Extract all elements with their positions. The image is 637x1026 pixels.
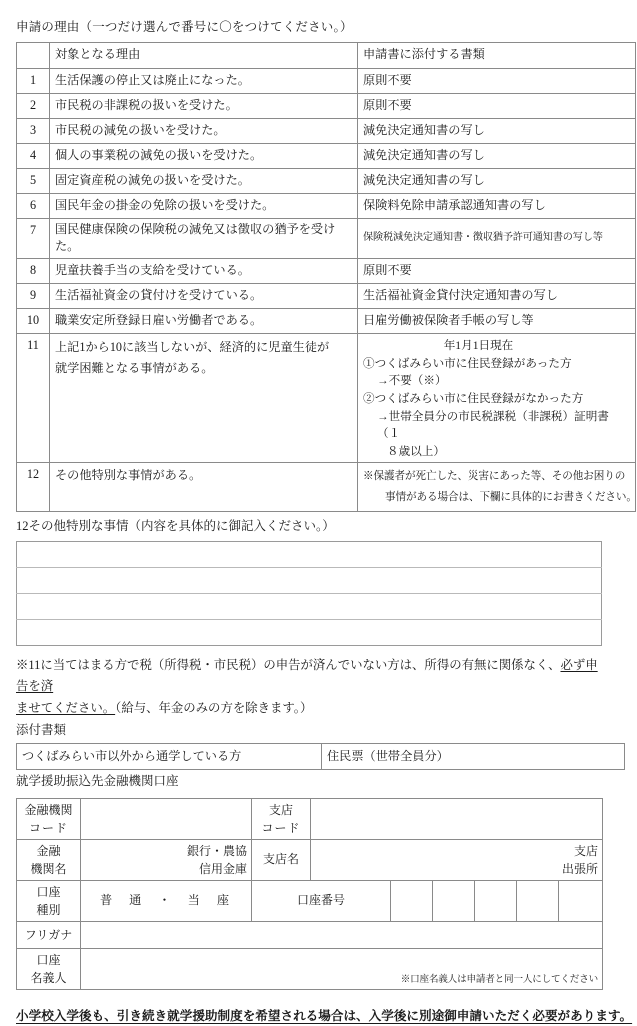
- notice-underlined-1: 必ず申告を済: [16, 658, 598, 694]
- row-document: [358, 334, 636, 463]
- header-document-cell: 申請書に添付する書類: [358, 42, 636, 68]
- row-document: 原則不要: [358, 93, 636, 118]
- row-number[interactable]: 8: [17, 259, 50, 284]
- label-line-1: 口座: [36, 884, 61, 899]
- account-number-digit[interactable]: [475, 880, 517, 921]
- table-row-11[interactable]: [17, 334, 636, 463]
- row-document: 減免決定通知書の写し: [358, 118, 636, 143]
- financial-institution-name-label: [17, 839, 81, 880]
- attachments-label: 添付書類: [16, 723, 67, 738]
- table-header-row: [17, 42, 636, 68]
- doc-line-2: ①つくばみらい市に住民登録があった方: [363, 356, 572, 370]
- row-number[interactable]: 2: [17, 93, 50, 118]
- account-number-digit[interactable]: [433, 880, 475, 921]
- branch-code-label: [252, 798, 311, 839]
- free-entry-cell[interactable]: [17, 620, 602, 646]
- row-number[interactable]: 4: [17, 143, 50, 168]
- account-number-digit[interactable]: [559, 880, 603, 921]
- bank-type-suffix-2: 信用金庫: [198, 861, 247, 876]
- table-row[interactable]: [17, 309, 636, 334]
- row-number[interactable]: 1: [17, 68, 50, 93]
- notice-text-part1: ※11に当てはまる方で税（所得税・市民税）の申告が済んでいない方は、所得の有無に関係なく、: [16, 658, 561, 673]
- table-row[interactable]: [17, 168, 636, 193]
- account-type-options[interactable]: 普 通 ・ 当 座: [81, 880, 252, 921]
- free-entry-line[interactable]: [17, 594, 602, 620]
- label-line-2: 種別: [36, 902, 61, 917]
- doc-note-line-1: ※保護者が死亡した、災害にあった等、その他お困りの: [363, 471, 626, 483]
- branch-suffix-2: 出張所: [561, 861, 598, 876]
- reason-line-1: 上記1から10に該当しないが、経済的に児童生徒が: [55, 340, 330, 355]
- account-number-digit[interactable]: [517, 880, 559, 921]
- doc-line-4: ②つくばみらい市に住民登録がなかった方: [363, 391, 584, 405]
- table-row[interactable]: [17, 259, 636, 284]
- row-reason: その他特別な事情がある。: [50, 463, 358, 511]
- doc-line-1: 年1月1日現在: [443, 339, 514, 353]
- reason-table: [16, 42, 636, 512]
- row-document: 減免決定通知書の写し: [358, 168, 636, 193]
- bank-account-table: [16, 798, 603, 990]
- row-reason: 市民税の非課税の扱いを受けた。: [50, 93, 358, 118]
- branch-name-input[interactable]: [311, 839, 603, 880]
- label-line-2: コード: [261, 820, 301, 835]
- row-reason: 児童扶養手当の支給を受けている。: [50, 259, 358, 284]
- table-row[interactable]: [17, 193, 636, 218]
- row-document: 減免決定通知書の写し: [358, 143, 636, 168]
- free-entry-cell[interactable]: [17, 594, 602, 620]
- account-number-digit[interactable]: [391, 880, 433, 921]
- row-reason: [50, 334, 358, 463]
- row-reason: 生活保護の停止又は廃止になった。: [50, 68, 358, 93]
- label-line-1: 支店: [268, 802, 293, 817]
- row-document: 原則不要: [358, 68, 636, 93]
- table-row: [17, 744, 625, 770]
- free-entry-line[interactable]: [17, 568, 602, 594]
- row-reason: 市民税の減免の扱いを受けた。: [50, 118, 358, 143]
- label-line-1: 金融機関: [24, 802, 73, 817]
- doc-line-5: →世帯全員分の市民税課税（非課税）証明書（１: [377, 409, 609, 441]
- content-wrapper: [16, 0, 637, 1026]
- table-row[interactable]: [17, 218, 636, 258]
- footer-notice-text: 小学校入学後も、引き続き就学援助制度を希望される場合は、入学後に別途御申請いただく必要があります。: [16, 1008, 633, 1023]
- financial-institution-code-label: [17, 798, 81, 839]
- footer-notice: [16, 990, 633, 1026]
- table-row-12[interactable]: [17, 463, 636, 511]
- header-reason-cell: 対象となる理由: [50, 42, 358, 68]
- account-holder-label: [17, 948, 81, 989]
- row-document: 生活福祉資金貸付決定通知書の写し: [358, 284, 636, 309]
- free-entry-line[interactable]: [17, 620, 602, 646]
- row-number[interactable]: 11: [17, 334, 50, 463]
- header-no-cell: [17, 42, 50, 68]
- financial-institution-code-input[interactable]: [81, 798, 252, 839]
- row-document: [358, 463, 636, 511]
- attachment-condition: つくばみらい市以外から通学している方: [17, 744, 322, 770]
- bank-account-label: 就学援助振込先金融機関口座: [16, 774, 179, 789]
- account-holder-row: [17, 948, 603, 989]
- account-type-row: [17, 880, 603, 921]
- free-entry-box[interactable]: [16, 541, 602, 646]
- bank-code-row: [17, 798, 603, 839]
- row-document: 原則不要: [358, 259, 636, 284]
- doc-line-6: ８歳以上）: [387, 444, 445, 458]
- row-number[interactable]: 5: [17, 168, 50, 193]
- table-row[interactable]: [17, 143, 636, 168]
- label-line-1: 金融: [36, 843, 61, 858]
- account-holder-input[interactable]: [81, 948, 603, 989]
- furigana-label: フリガナ: [17, 921, 81, 948]
- bank-name-row: [17, 839, 603, 880]
- account-type-label: [17, 880, 81, 921]
- tax-declaration-notice: [16, 646, 602, 719]
- attachments-table: [16, 743, 625, 770]
- row-number[interactable]: 3: [17, 118, 50, 143]
- row-number[interactable]: 6: [17, 193, 50, 218]
- table-row[interactable]: [17, 93, 636, 118]
- reason-line-2: 就学困難となる事情がある。: [55, 361, 214, 376]
- row-number[interactable]: 10: [17, 309, 50, 334]
- row-reason: 職業安定所登録日雇い労働者である。: [50, 309, 358, 334]
- table-row[interactable]: [17, 118, 636, 143]
- free-entry-cell[interactable]: [17, 542, 602, 568]
- row-number[interactable]: 12: [17, 463, 50, 511]
- label-line-2: 機関名: [30, 861, 67, 876]
- row-document: 保険税減免決定通知書・徴収猶予許可通知書の写し等: [358, 218, 636, 258]
- doc-note-line-2: 事情がある場合は、下欄に具体的にお書きください。: [385, 492, 637, 504]
- notice-text-part2: （給与、年金のみの方を除きます。）: [115, 700, 313, 715]
- furigana-input[interactable]: [81, 921, 603, 948]
- branch-name-label: 支店名: [252, 839, 311, 880]
- branch-suffix-1: 支店: [573, 843, 598, 858]
- row-reason: 生活福祉資金の貸付けを受けている。: [50, 284, 358, 309]
- row-reason: 個人の事業税の減免の扱いを受けた。: [50, 143, 358, 168]
- bank-type-suffix-1: 銀行・農協: [186, 843, 247, 858]
- free-entry-line[interactable]: [17, 542, 602, 568]
- doc-line-3: →不要（※）: [377, 374, 447, 388]
- free-entry-cell[interactable]: [17, 568, 602, 594]
- furigana-row: [17, 921, 603, 948]
- attachment-document: 住民票（世帯全員分）: [322, 744, 625, 770]
- row-number[interactable]: 9: [17, 284, 50, 309]
- branch-code-input[interactable]: [311, 798, 603, 839]
- row-document: 保険料免除申請承認通知書の写し: [358, 193, 636, 218]
- row-document: 日雇労働被保険者手帳の写し等: [358, 309, 636, 334]
- label-line-2: コード: [28, 820, 68, 835]
- label-line-1: 口座: [36, 952, 61, 967]
- row-reason: 国民健康保険の保険税の減免又は徴収の猶予を受けた。: [50, 218, 358, 258]
- free-entry-label: 12その他特別な事情（内容を具体的に御記入ください。）: [16, 518, 335, 533]
- notice-underlined-2: ませてください。: [16, 700, 116, 715]
- table-row[interactable]: [17, 284, 636, 309]
- row-reason: 国民年金の掛金の免除の扱いを受けた。: [50, 193, 358, 218]
- row-reason: 固定資産税の減免の扱いを受けた。: [50, 168, 358, 193]
- label-line-2: 名義人: [30, 970, 67, 985]
- account-number-label: 口座番号: [252, 880, 391, 921]
- account-holder-note: ※口座名義人は申請者と同一人にしてください: [400, 973, 598, 985]
- row-number[interactable]: 7: [17, 218, 50, 258]
- financial-institution-name-input[interactable]: [81, 839, 252, 880]
- application-reason-heading: 申請の理由（一つだけ選んで番号に〇をつけてください。）: [16, 20, 353, 34]
- table-row[interactable]: [17, 68, 636, 93]
